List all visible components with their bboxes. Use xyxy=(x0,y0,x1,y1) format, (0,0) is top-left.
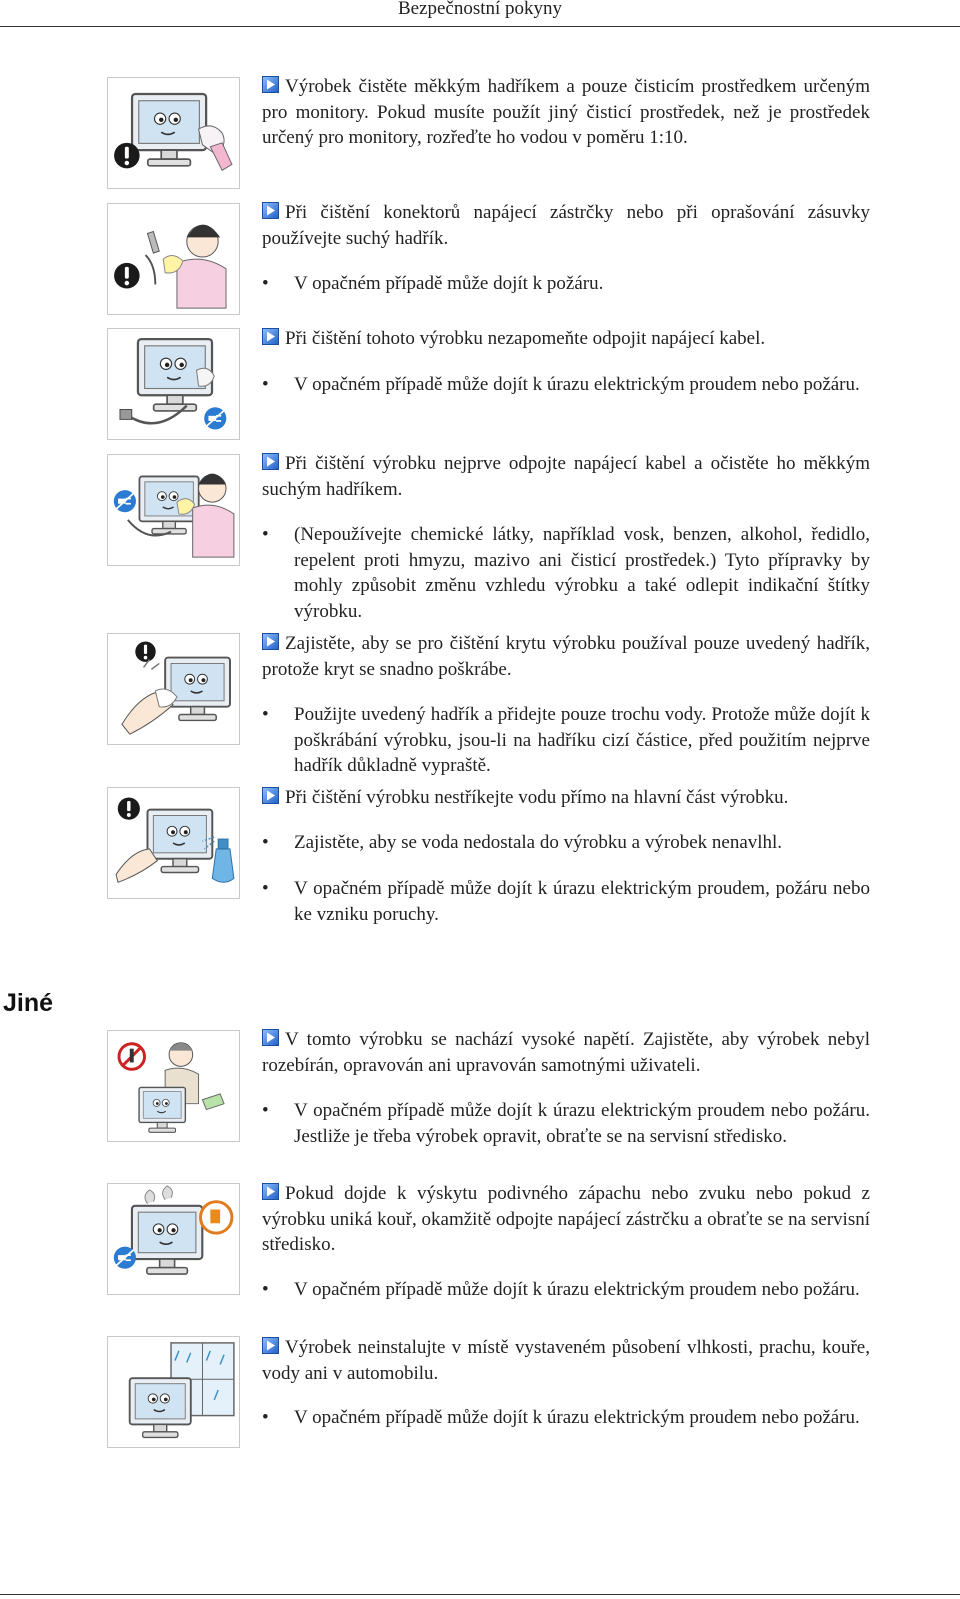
arrow-icon xyxy=(262,1183,279,1200)
instruction-paragraph-1: Výrobek čistěte měkkým hadříkem a pouze čisticím prostředkem určeným pro monitory. Pokud musíte použít jiný čisticí prostředek, než je prostředek určený pro monitory, rozřeďte ho vodou v poměru 1:10. xyxy=(262,76,870,149)
plug-icon xyxy=(204,407,226,429)
bullet-item: • V opačném případě může dojít k požáru. xyxy=(262,273,604,294)
bullet-item: • Použijte uvedený hadřík a přidejte pouze trochu vody. Protože může dojít k poškrábání výrobku, jsou-li na hadříku cizí částice, před použitím nejprve hadřík důkladně vypraště. xyxy=(262,704,870,777)
illustration-unplug-cable xyxy=(107,328,240,440)
instruction-paragraph-5: Zajistěte, aby se pro čištění krytu výrobku používal pouze uvedený hadřík, protože kryt se snadno poškrábe. xyxy=(262,633,870,680)
instruction-paragraph-4: Při čištění výrobku nejprve odpojte napájecí kabel a očistěte ho měkkým suchým hadříkem. xyxy=(262,453,870,500)
illustration-cloth-scratch xyxy=(107,633,240,745)
arrow-icon xyxy=(262,787,279,804)
bullet-item: • V opačném případě může dojít k úrazu elektrickým proudem nebo požáru. Jestliže je třeba výrobek opravit, obraťte se na servisní středisko. xyxy=(262,1100,870,1147)
header-title: Bezpečnostní pokyny xyxy=(397,0,563,19)
illustration-humid-location xyxy=(107,1336,240,1448)
illustration-no-spray xyxy=(107,787,240,899)
bullet-item: • V opačném případě může dojít k úrazu elektrickým proudem, požáru nebo ke vzniku poruchy. xyxy=(262,878,870,925)
illustration-unplug-wipe xyxy=(107,454,240,566)
bullet-item: • V opačném případě může dojít k úrazu elektrickým proudem nebo požáru. xyxy=(262,1407,860,1428)
arrow-icon xyxy=(262,76,279,93)
instruction-paragraph-9: Výrobek neinstalujte v místě vystaveném působení vlhkosti, prachu, kouře, vody ani v automobilu. xyxy=(262,1337,870,1384)
bullet-item: • (Nepoužívejte chemické látky, například vosk, benzen, alkohol, ředidlo, repelent proti hmyzu, mazivo ani čisticí prostředek.) Tyto přípravky by mohly způsobit změnu vzhledu výrobku a také odlepit indikační štítky výrobku. xyxy=(262,524,870,622)
bullet-item: • V opačném případě může dojít k úrazu elektrickým proudem nebo požáru. xyxy=(262,1279,860,1300)
illustration-no-disassembly xyxy=(107,1030,240,1142)
footer-divider xyxy=(0,1594,960,1595)
instruction-paragraph-3: Při čištění tohoto výrobku nezapomeňte odpojit napájecí kabel. xyxy=(262,326,870,352)
instruction-paragraph-7: V tomto výrobku se nachází vysoké napětí. Zajistěte, aby výrobek nebyl rozebírán, opravován ani upravován samotnými uživateli. xyxy=(262,1029,870,1076)
illustration-smoke-unplug xyxy=(107,1183,240,1295)
arrow-icon xyxy=(262,633,279,650)
arrow-icon xyxy=(262,1029,279,1046)
illustration-plug-cleaning xyxy=(107,203,240,315)
bullet-item: • V opačném případě může dojít k úrazu elektrickým proudem nebo požáru. xyxy=(262,374,860,395)
bullet-item: • Zajistěte, aby se voda nedostala do výrobku a výrobek nenavlhl. xyxy=(262,832,783,853)
arrow-icon xyxy=(262,202,279,219)
warning-icon xyxy=(114,143,140,169)
instruction-paragraph-2: Při čištění konektorů napájecí zástrčky nebo při oprašování zásuvky používejte suchý hadřík. xyxy=(262,202,870,249)
instruction-paragraph-6: Při čištění výrobku nestříkejte vodu přímo na hlavní část výrobku. xyxy=(262,785,870,811)
arrow-icon xyxy=(262,328,279,345)
page-header xyxy=(0,0,960,27)
arrow-icon xyxy=(262,453,279,470)
instruction-paragraph-8: Pokud dojde k výskytu podivného zápachu nebo zvuku nebo pokud z výrobku uniká kouř, okamžitě odpojte napájecí zástrčku a obraťte se na servisní středisko. xyxy=(262,1183,870,1256)
arrow-icon xyxy=(262,1337,279,1354)
section-title-other: Jiné xyxy=(3,989,54,1017)
illustration-monitor-wipe xyxy=(107,77,240,189)
